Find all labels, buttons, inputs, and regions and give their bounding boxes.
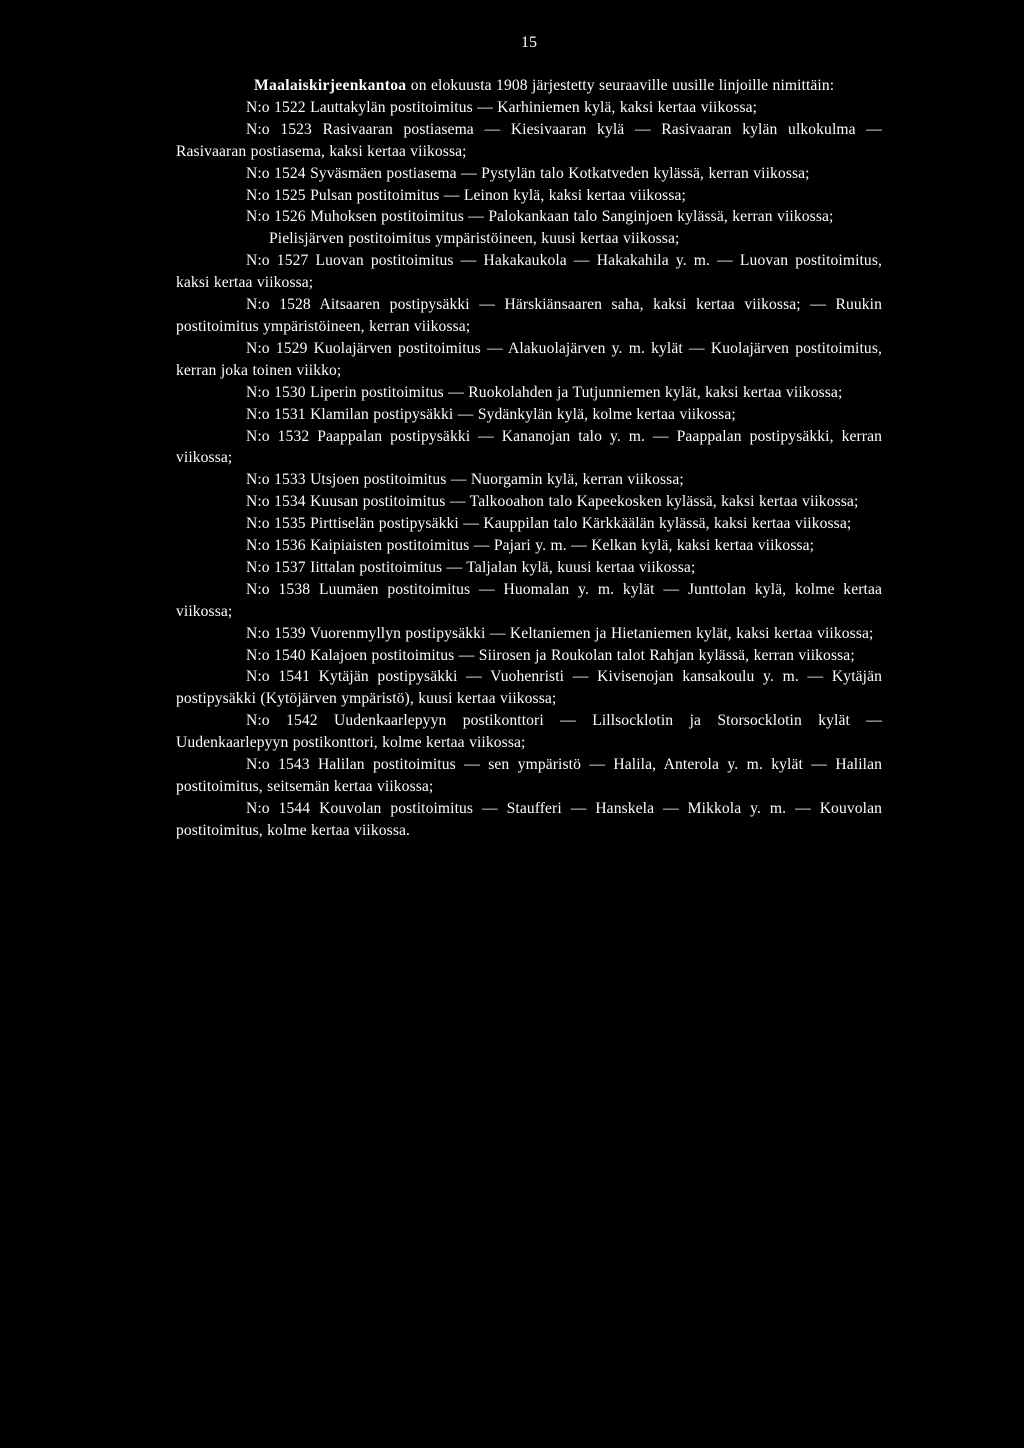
text-column <box>176 75 882 842</box>
route-paragraph: N:o 1533 Utsjoen postitoimitus — Nuorgamin kylä, kerran viikossa; <box>246 471 684 489</box>
route-paragraph: N:o 1525 Pulsan postitoimitus — Leinon kylä, kaksi kertaa viikossa; <box>246 186 686 204</box>
route-paragraph: N:o 1539 Vuorenmyllyn postipysäkki — Keltaniemen ja Hietaniemen kylät, kaksi kertaa viikossa; <box>246 624 874 642</box>
route-paragraph: N:o 1531 Klamilan postipysäkki — Sydänkylän kylä, kolme kertaa viikossa; <box>246 405 736 423</box>
route-paragraph: N:o 1543 Halilan postitoimitus — sen ympäristö — Halila, Anterola y. m. kylät — Halilan postitoimitus, seitsemän kertaa viikossa; <box>176 756 882 795</box>
route-paragraph: N:o 1522 Lauttakylän postitoimitus — Karhiniemen kylä, kaksi kertaa viikossa; <box>246 98 758 116</box>
route-paragraph: N:o 1535 Pirttiselän postipysäkki — Kauppilan talo Kärkkäälän kylässä, kaksi kertaa viikossa; <box>246 515 852 533</box>
intro-heading: Maalaiskirjeenkantoa <box>254 77 407 94</box>
route-paragraph: N:o 1538 Luumäen postitoimitus — Huomalan y. m. kylät — Junttolan kylä, kolme kertaa viikossa; <box>176 580 882 620</box>
route-paragraph: N:o 1536 Kaipiaisten postitoimitus — Pajari y. m. — Kelkan kylä, kaksi kertaa viikossa; <box>246 537 815 555</box>
route-paragraph: N:o 1527 Luovan postitoimitus — Hakakaukola — Hakakahila y. m. — Luovan postitoimitus, kaksi kertaa viikossa; <box>176 252 882 292</box>
route-paragraph: N:o 1523 Rasivaaran postiasema — Kiesivaaran kylä — Rasivaaran kylän ulkokulma — Rasivaaran postiasema, kaksi kertaa viikossa; <box>176 120 882 160</box>
route-paragraph: N:o 1544 Kouvolan postitoimitus — Staufferi — Hanskela — Mikkola y. m. — Kouvolan postitoimitus, kolme kertaa viikossa. <box>176 799 882 839</box>
route-paragraph: N:o 1524 Syväsmäen postiasema — Pystylän talo Kotkatveden kylässä, kerran viikossa; <box>246 164 810 182</box>
route-paragraph: N:o 1537 Iittalan postitoimitus — Taljalan kylä, kuusi kertaa viikossa; <box>246 558 696 576</box>
route-paragraph: N:o 1529 Kuolajärven postitoimitus — Alakuolajärven y. m. kylät — Kuolajärven postitoimitus, kerran joka toinen viikko; <box>176 339 882 379</box>
page-number: 15 <box>521 34 537 51</box>
route-paragraph: N:o 1534 Kuusan postitoimitus — Talkooahon talo Kapeekosken kylässä, kaksi kertaa viikossa; <box>246 493 859 511</box>
route-paragraph: N:o 1528 Aitsaaren postipysäkki — Härskiänsaaren saha, kaksi kertaa viikossa; — Ruukin postitoimitus ympäristöineen, kerran viikossa; <box>176 296 882 335</box>
route-paragraph: N:o 1530 Liperin postitoimitus — Ruokolahden ja Tutjunniemen kylät, kaksi kertaa viikossa; <box>246 383 843 401</box>
intro-text: on elokuusta 1908 järjestetty seuraaville uusille linjoille nimittäin: <box>406 77 835 94</box>
route-paragraph: N:o 1532 Paappalan postipysäkki — Kananojan talo y. m. — Paappalan postipysäkki, kerran viikossa; <box>176 427 882 467</box>
route-paragraph: N:o 1541 Kytäjän postipysäkki — Vuohenristi — Kivisenojan kansakoulu y. m. — Kytäjän postipysäkki (Kytöjärven ympäristö), kuusi kertaa viikossa; <box>176 668 882 708</box>
route-paragraph: Pielisjärven postitoimitus ympäristöineen, kuusi kertaa viikossa; <box>269 230 680 248</box>
route-paragraph: N:o 1526 Muhoksen postitoimitus — Palokankaan talo Sanginjoen kylässä, kerran viikossa; <box>246 208 834 226</box>
intro-paragraph <box>176 75 882 97</box>
route-paragraph: N:o 1540 Kalajoen postitoimitus — Siirosen ja Roukolan talot Rahjan kylässä, kerran viikossa; <box>246 646 855 664</box>
route-paragraph: N:o 1542 Uudenkaarlepyyn postikonttori — Lillsocklotin ja Storsocklotin kylät — Uudenkaarlepyyn postikonttori, kolme kertaa viikossa; <box>176 712 882 752</box>
